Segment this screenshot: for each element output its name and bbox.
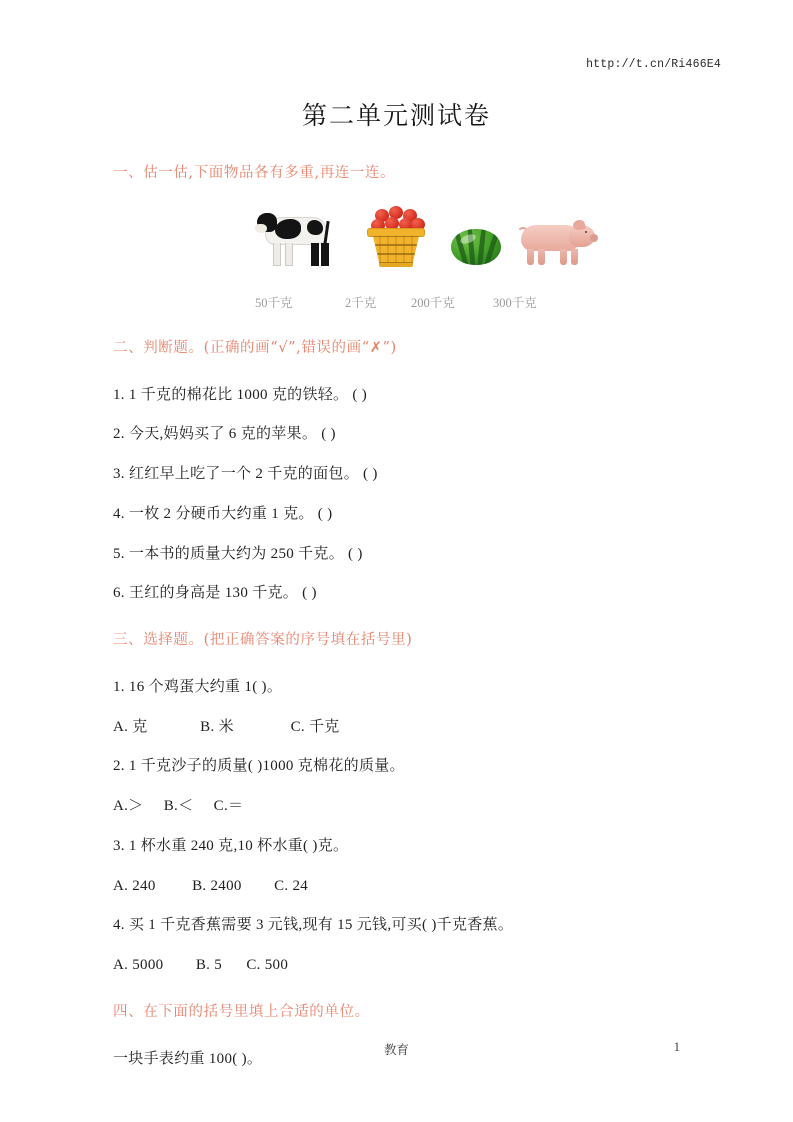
source-url: http://t.cn/Ri466E4 [586, 58, 721, 71]
weight-label-2: 2千克 [345, 295, 377, 310]
picture-row [243, 203, 573, 267]
page-title: 第二单元测试卷 [301, 101, 491, 130]
section-heading-1: 一、估一估,下面物品各有多重,再连一连。 [113, 165, 396, 181]
judge-question-1: 1. 1 千克的棉花比 1000 克的铁轻。 ( ) [113, 386, 368, 403]
fill-question-1: 一块手表约重 100( )。 [113, 1050, 263, 1067]
judge-question-2: 2. 今天,妈妈买了 6 克的苹果。 ( ) [113, 426, 336, 443]
cow-image [255, 209, 347, 267]
choice-question-2: 2. 1 千克沙子的质量( )1000 克棉花的质量。 [113, 758, 405, 775]
pig-image [515, 219, 597, 267]
choice-question-1: 1. 16 个鸡蛋大约重 1( )。 [113, 678, 283, 695]
weight-label-4: 300千克 [493, 295, 537, 310]
worksheet-content [113, 163, 713, 1070]
section-heading-3: 三、选择题。(把正确答案的序号填在括号里) [113, 632, 413, 648]
judge-question-3: 3. 红红早上吃了一个 2 千克的面包。 ( ) [113, 466, 378, 482]
judge-question-5: 5. 一本书的质量大约为 250 千克。 ( ) [113, 545, 363, 562]
choice-question-3: 3. 1 杯水重 240 克,10 杯水重( )克。 [113, 837, 349, 854]
choice-options-2: A.＞ B.＜ C.＝ [113, 798, 244, 814]
section-heading-2: 二、判断题。(正确的画“√”,错误的画“✗”) [113, 339, 397, 356]
choice-options-4: A. 5000 B. 5 C. 500 [113, 957, 289, 973]
page-number: 1 [673, 1040, 680, 1054]
watermelon-image [451, 227, 501, 267]
weight-label-row [243, 293, 583, 313]
choice-options-3: A. 240 B. 2400 C. 24 [113, 877, 309, 894]
choice-options-1: A. 克 B. 米 C. 千克 [113, 718, 340, 735]
page-footer [113, 1040, 680, 1060]
judge-question-6: 6. 王红的身高是 130 千克。 ( ) [113, 585, 317, 602]
footer-label: 教育 [383, 1042, 409, 1057]
weight-label-3: 200千克 [411, 295, 455, 310]
judge-question-4: 4. 一枚 2 分硬币大约重 1 克。 ( ) [113, 505, 333, 522]
section-heading-4: 四、在下面的括号里填上合适的单位。 [113, 1003, 370, 1020]
weight-label-1: 50千克 [255, 295, 293, 310]
apple-basket-image [367, 205, 429, 267]
choice-question-4: 4. 买 1 千克香蕉需要 3 元钱,现有 15 元钱,可买( )千克香蕉。 [113, 917, 514, 934]
